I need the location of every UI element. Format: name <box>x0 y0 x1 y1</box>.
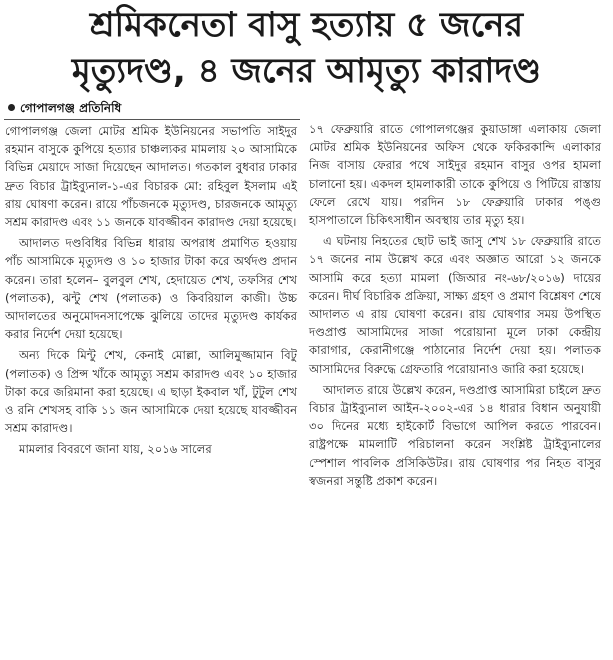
headline-line-1: শ্রমিকনেতা বাসু হত্যায় ৫ জনের <box>89 5 524 45</box>
paragraph: অন্য দিকে মিন্টু শেখ, কেনাই মোল্লা, আলিমুজ্জামান বিটু (পলাতক) ও প্রিন্স খাঁকে আমৃত্যু সশ্রম কারাদণ্ড এবং ১০ হাজার টাকা করে জরিমানা করা হয়েছে। এ ছাড়া ইকবাল খাঁ, টুটুল শেখ ও রনি শেখসহ বাকি ১১ জন আসামিকে দেয়া হয়েছে যাবজ্জীবন সশ্রম কারাদণ্ড। <box>5 348 297 436</box>
byline-text: গোপালগঞ্জ প্রতিনিধি <box>20 101 122 115</box>
paragraph: আদালত দণ্ডবিধির বিভিন্ন ধারায় অপরাধ প্রমাণিত হওয়ায় পাঁচ আসামিকে মৃত্যুদণ্ড ও ১০ হাজার টাকা করে অর্থদণ্ড প্রদান করেন। তারা হলেন– বুলবুল শেখ, হেদায়েত শেখ, তফসির শেখ (পলাতক), ঝন্টু শেখ (পলাতক) ও কিবরিয়াল কাজী। উচ্চ আদালতের অনুমোদনসাপেক্ষে ঝুলিয়ে তাদের মৃত্যুদণ্ড কার্যকর করার নির্দেশ দেয়া হয়েছে। <box>5 236 297 342</box>
paragraph: আদালত রায়ে উল্লেখ করেন, দণ্ডপ্রাপ্ত আসামিরা চাইলে দ্রুত বিচার ট্রাইব্যুনাল আইন-২০০২-এর ১৪ ধারার বিধান অনুযায়ী ৩০ দিনের মধ্যে হাইকোর্ট বিভাগে আপিল করতে পারবেন। রাষ্ট্রপক্ষে মামলাটি পরিচালনা করেন সংশ্লিষ্ট ট্রাইব্যুনালের স্পেশাল পাবলিক প্রসিকিউটর। রায় ঘোষণার পর নিহত বাসুর স্বজনরা সন্তুষ্টি প্রকাশ করেন। <box>309 382 601 488</box>
headline <box>0 2 613 98</box>
left-column <box>5 122 297 462</box>
paragraph: এ ঘটনায় নিহতের ছোট ভাই জাসু শেখ ১৮ ফেব্রুয়ারি রাতে ১৭ জনের নাম উল্লেখ করে এবং অজ্ঞাত আরো ১২ জনকে আসামি করে হত্যা মামলা (জিআর নং-৬৮/২০১৬) দায়ের করেন। দীর্ঘ বিচারিক প্রক্রিয়া, সাক্ষ্য গ্রহণ ও প্রমাণ বিশ্লেষণ শেষে আদালত এ রায় ঘোষণা করেন। রায় ঘোষণার সময় উপস্থিত দণ্ডপ্রাপ্ত আসামিদের সাজা পরোয়ানা মূলে ঢাকা কেন্দ্রীয় কারাগার, কেরানীগঞ্জে পাঠানোর নির্দেশ দেয়া হয়। পলাতক আসামিদের বিরুদ্ধে গ্রেফতারি পরোয়ানাও জারি করা হয়েছে। <box>309 234 601 376</box>
paragraph: মামলার বিবরণে জানা যায়, ২০১৬ সালের <box>19 442 212 457</box>
right-column <box>309 120 601 493</box>
paragraph: গোপালগঞ্জ জেলা মোটর শ্রমিক ইউনিয়নের সভাপতি সাইদুর রহমান বাসুকে কুপিয়ে হত্যার চাঞ্চল্যকর মামলায় ২০ আসামিকে বিভিন্ন মেয়াদে সাজা দিয়েছেন আদালত। গতকাল বুধবার ঢাকার দ্রুত বিচার ট্রাইব্যুনাল-১-এর বিচারক মো: রহিবুল ইসলাম এই রায় ঘোষণা করেন। রায়ে পাঁচজনকে মৃত্যুদণ্ড, চারজনকে আমৃত্যু সশ্রম কারাদণ্ড এবং ১১ জনকে যাবজ্জীবন কারাদণ্ড দেয়া হয়েছে। <box>5 124 297 230</box>
byline-divider <box>4 119 300 120</box>
bullet-icon <box>8 104 15 111</box>
byline <box>8 100 121 118</box>
paragraph: ১৭ ফেব্রুয়ারি রাতে গোপালগঞ্জের কুয়াডাঙ্গা এলাকায় জেলা মোটর শ্রমিক ইউনিয়নের অফিস থেকে ফকিরকান্দি এলাকার নিজ বাসায় ফেরার পথে সাইদুর রহমান বাসুর ওপর হামলা চালানো হয়। একদল হামলাকারী তাকে কুপিয়ে ও পিটিয়ে রাস্তায় ফেলে রেখে যায়। পরদিন ১৮ ফেব্রুয়ারি ঢাকার পঙ্গু হাসপাতালে চিকিৎসাধীন অবস্থায় তার মৃত্যু হয়। <box>309 122 601 228</box>
headline-line-2: মৃত্যুদণ্ড, ৪ জনের আমৃত্যু কারাদণ্ড <box>71 51 542 91</box>
